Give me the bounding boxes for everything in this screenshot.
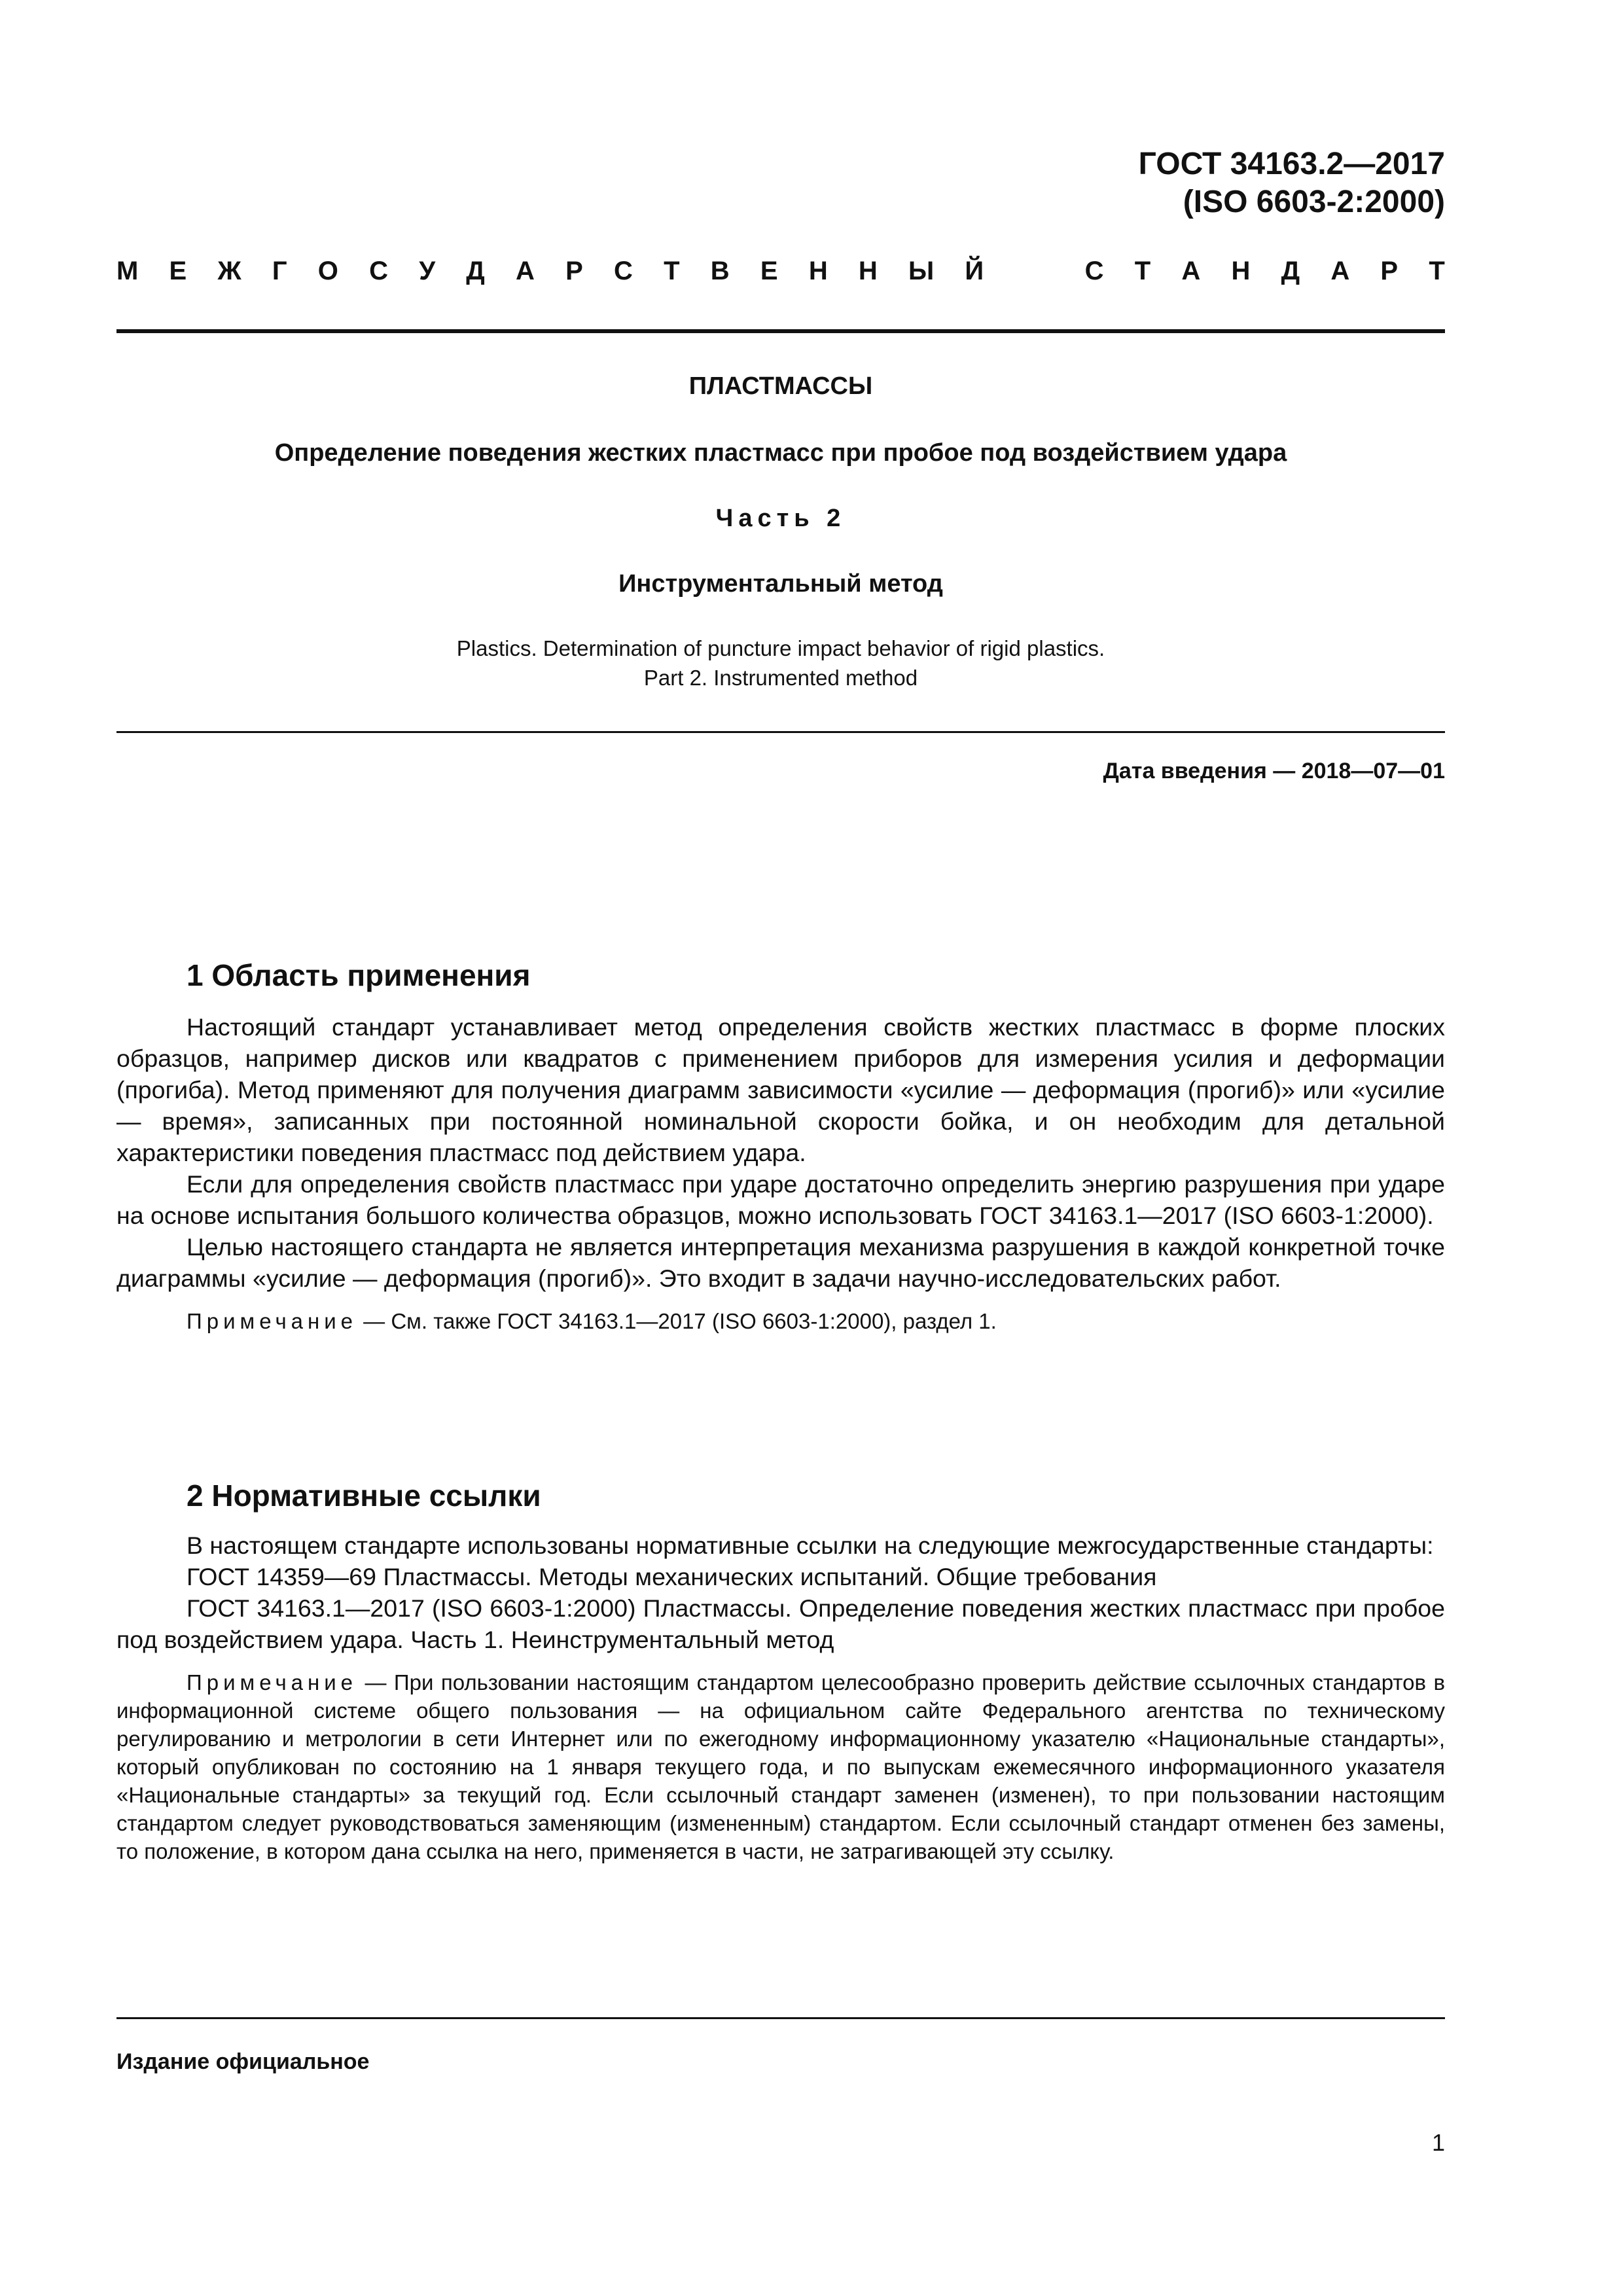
banner-letter: С bbox=[614, 257, 633, 285]
banner-letter: Е bbox=[760, 257, 778, 285]
note-label: Примечание bbox=[187, 1309, 358, 1333]
banner-letter: Т bbox=[1429, 257, 1445, 285]
designation-iso: (ISO 6603-2:2000) bbox=[1183, 185, 1445, 219]
reference-item: ГОСТ 34163.1—2017 (ISO 6603-1:2000) Пластмассы. Определение поведения жестких пластмасс при пробое под воздействием удара. Часть 1. Неинструментальный метод bbox=[116, 1594, 1445, 1653]
banner-letter: С bbox=[1084, 257, 1104, 285]
page-number: 1 bbox=[1431, 2129, 1445, 2156]
banner-letter: Н bbox=[858, 257, 878, 285]
banner-gap bbox=[1014, 251, 1054, 291]
note-text: — При пользовании настоящим стандартом целесообразно проверить действие ссылочных стандартов в информационной системе общего пользования — на официальном сайте Федерального агентства по техническому регулированию и метрологии в сети Интернет или по ежегодному информационному указателю «Национальные стандарты», который опубликован по состоянию на 1 января текущего года, и по выпускам ежемесячного информационного указателя «Национальные стандарты» за текущий год. Если ссылочный стандарт заменен (изменен), то при пользовании настоящим стандартом следует руководствоваться заменяющим (измененным) стандартом. Если ссылочный стандарт отменен без замены, то положение, в котором дана ссылка на него, применяется в части, не затрагивающей эту ссылку. bbox=[116, 1670, 1445, 1863]
reference-item: ГОСТ 14359—69 Пластмассы. Методы механических испытаний. Общие требования bbox=[187, 1563, 1157, 1590]
designation-gost: ГОСТ 34163.2—2017 bbox=[1138, 147, 1445, 181]
header-divider bbox=[116, 329, 1445, 333]
banner-letter: Д bbox=[466, 257, 485, 285]
scope-paragraph: Настоящий стандарт устанавливает метод определения свойств жестких пластмасс в форме плоских образцов, например дисков или квадратов с применением приборов для измерения усилия и деформации (прогиба). Метод применяют для получения диаграмм зависимости «усилие — деформация (прогиб)» или «усилие — время», записанных при постоянной номинальной скорости бойка, и он необходим для детальной характеристики поведения пластмасс под действием удара. bbox=[116, 1013, 1445, 1166]
banner-letter: У bbox=[419, 257, 436, 285]
banner-letter: Т bbox=[1134, 257, 1151, 285]
references-body bbox=[116, 1530, 1445, 1865]
banner-letter: Н bbox=[808, 257, 828, 285]
english-title bbox=[116, 634, 1445, 692]
banner-letter: В bbox=[710, 257, 730, 285]
official-edition-label: Издание официальное bbox=[116, 2049, 370, 2074]
banner-letter: Ж bbox=[217, 257, 241, 285]
banner-letter: Т bbox=[664, 257, 680, 285]
banner-letter: Г bbox=[272, 257, 287, 285]
scope-note bbox=[116, 1307, 1445, 1335]
banner-letter: Р bbox=[1380, 257, 1399, 285]
standard-designation bbox=[982, 145, 1445, 221]
document-title: ПЛАСТМАССЫ bbox=[688, 372, 873, 400]
english-title-line2: Part 2. Instrumented method bbox=[643, 666, 918, 690]
banner-letter: О bbox=[317, 257, 338, 285]
english-title-line1: Plastics. Determination of puncture impact behavior of rigid plastics. bbox=[456, 636, 1105, 660]
banner-letter: А bbox=[1330, 257, 1350, 285]
part-label: Часть 2 bbox=[715, 505, 846, 532]
footer-divider bbox=[116, 2017, 1445, 2019]
banner-letter: А bbox=[516, 257, 535, 285]
banner-letter: Ы bbox=[908, 257, 935, 285]
banner-letter: Й bbox=[965, 257, 984, 285]
banner-letter: А bbox=[1181, 257, 1201, 285]
section-heading-scope: 1 Область применения bbox=[187, 958, 531, 992]
references-paragraph: В настоящем стандарте использованы нормативные ссылки на следующие межгосударственные стандарты: bbox=[187, 1532, 1434, 1559]
note-text: — См. также ГОСТ 34163.1—2017 (ISO 6603-1:2000), раздел 1. bbox=[357, 1309, 997, 1333]
section-heading-references: 2 Нормативные ссылки bbox=[187, 1479, 541, 1513]
scope-paragraph: Целью настоящего стандарта не является интерпретация механизма разрушения в каждой конкретной точке диаграммы «усилие — деформация (прогиб)». Это входит в задачи научно-исследовательских работ. bbox=[116, 1233, 1445, 1292]
scope-body bbox=[116, 1011, 1445, 1335]
banner-letter: Н bbox=[1231, 257, 1251, 285]
banner-letter: С bbox=[369, 257, 388, 285]
title-divider bbox=[116, 731, 1445, 733]
references-note bbox=[116, 1668, 1445, 1865]
scope-paragraph: Если для определения свойств пластмасс при ударе достаточно определить энергию разрушения при ударе на основе испытания большого количества образцов, можно использовать ГОСТ 34163.1—2017 (ISO 6603-1:2000). bbox=[116, 1170, 1445, 1229]
note-label: Примечание bbox=[187, 1670, 358, 1695]
banner-letter: Р bbox=[565, 257, 583, 285]
method-title: Инструментальный метод bbox=[618, 570, 943, 598]
banner-letter: Е bbox=[169, 257, 187, 285]
introduction-date: Дата введения — 2018—07—01 bbox=[1103, 759, 1445, 783]
document-subtitle: Определение поведения жестких пластмасс при пробое под воздействием удара bbox=[274, 439, 1287, 467]
banner-letter: Д bbox=[1281, 257, 1300, 285]
standard-type-banner bbox=[116, 251, 1445, 291]
banner-letter: М bbox=[116, 257, 139, 285]
